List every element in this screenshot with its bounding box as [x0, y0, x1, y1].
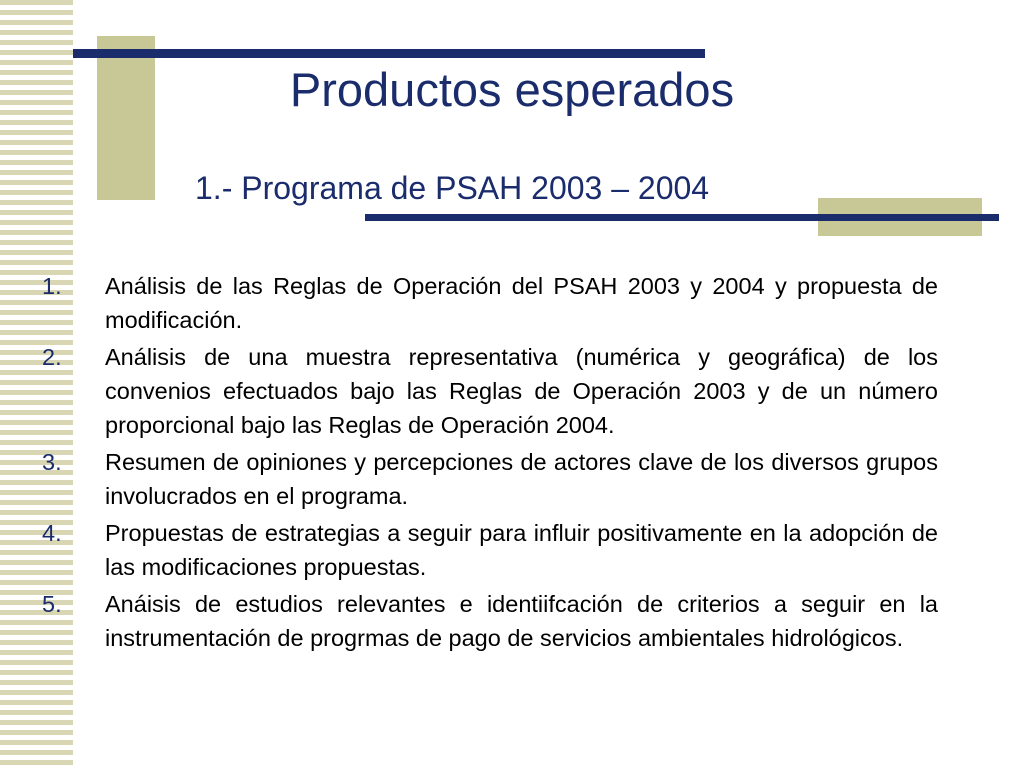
- list-item: [42, 269, 938, 337]
- list-item-number: 5.: [42, 591, 62, 617]
- list-item: [42, 516, 938, 584]
- slide-subtitle: 1.- Programa de PSAH 2003 – 2004: [195, 170, 710, 206]
- list-item: [42, 340, 938, 442]
- list-item-text: Anáisis de estudios relevantes e identiifcación de criterios a seguir en la instrumentación de progrmas de pago de servicios ambientales hidrológicos.: [105, 591, 938, 651]
- list-item-number: 2.: [42, 344, 62, 370]
- list-item-text: Análisis de las Reglas de Operación del PSAH 2003 y 2004 y propuesta de modificación.: [105, 273, 938, 333]
- list-item-number: 1.: [42, 273, 62, 299]
- decorative-navy-bar-right: [365, 214, 999, 221]
- list-item-text: Análisis de una muestra representativa (numérica y geográfica) de los convenios efectuados bajo las Reglas de Operación 2003 y de un número proporcional bajo las Reglas de Operación 2004.: [105, 344, 938, 438]
- list-item-number: 3.: [42, 449, 62, 475]
- list-item: [42, 587, 938, 655]
- expected-products-list: [42, 269, 938, 658]
- decorative-navy-bar-top: [73, 49, 705, 58]
- list-item-number: 4.: [42, 520, 62, 546]
- slide-title: Productos esperados: [289, 63, 735, 116]
- list-item-text: Propuestas de estrategias a seguir para influir positivamente en la adopción de las modificaciones propuestas.: [105, 520, 938, 580]
- list-item: [42, 445, 938, 513]
- list-item-text: Resumen de opiniones y percepciones de actores clave de los diversos grupos involucrados en el programa.: [105, 449, 938, 509]
